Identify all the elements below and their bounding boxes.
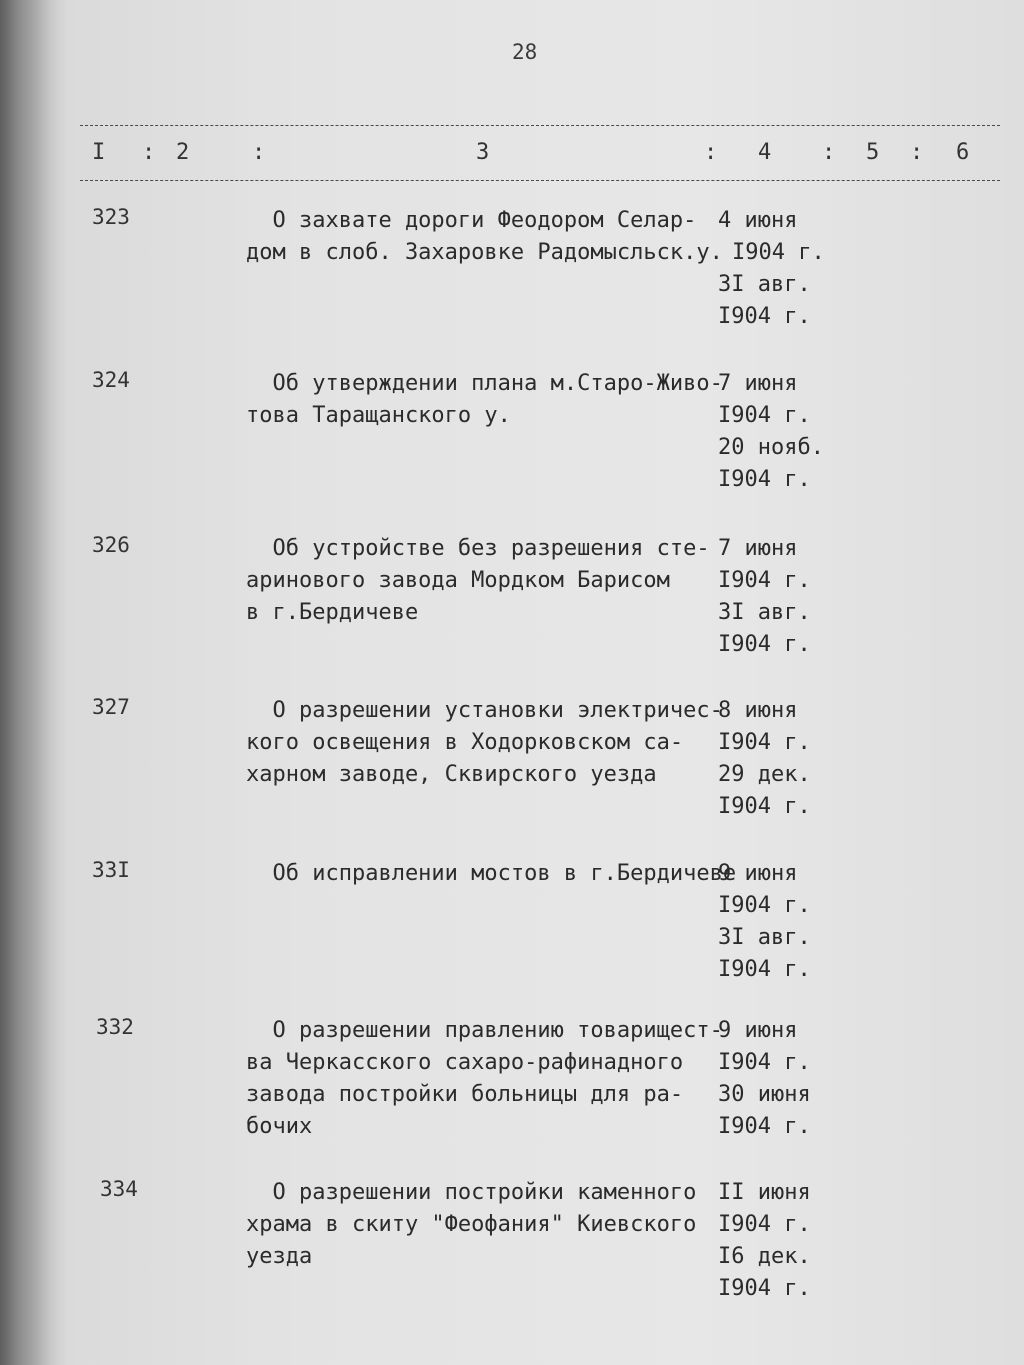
entry-number: 323	[92, 205, 130, 229]
entry-date-line: I904 г.	[732, 240, 825, 265]
entry-date-line: I6 дек.	[718, 1244, 811, 1269]
entry-dates	[718, 205, 838, 333]
register-entry	[0, 1177, 1024, 1317]
register-entry	[0, 533, 1024, 673]
entry-date-line: I904 г.	[718, 1050, 811, 1075]
column-separator: :	[910, 140, 924, 165]
entry-dates	[718, 533, 838, 661]
entry-date-line: 20 нояб.	[718, 435, 824, 460]
register-entry	[0, 695, 1024, 835]
entry-title-line: това Таращанского у.	[246, 403, 511, 428]
page-number: 28	[512, 40, 538, 64]
entry-title-line: завода постройки больницы для ра-	[246, 1082, 684, 1107]
entry-number: 324	[92, 368, 130, 392]
column-header-1: I	[92, 140, 106, 165]
entry-title-line: О разрешении установки электричес-	[246, 698, 723, 723]
entry-title-line: О разрешении постройки каменного	[246, 1180, 697, 1205]
entry-date-line: I904 г.	[718, 957, 811, 982]
register-entry	[0, 858, 1024, 998]
entry-number: 33I	[92, 858, 130, 882]
entry-date-line: 3I авг.	[718, 272, 811, 297]
entry-number: 332	[96, 1015, 134, 1039]
entry-title-line: храма в скиту "Феофания" Киевского	[246, 1212, 697, 1237]
entry-date-line: I904 г.	[718, 1212, 811, 1237]
column-separator: :	[822, 140, 836, 165]
entry-title	[246, 695, 726, 791]
entry-date-line: I904 г.	[718, 632, 811, 657]
entry-date-line: I904 г.	[718, 467, 811, 492]
entry-title	[246, 205, 726, 269]
entry-title-line: Об устройстве без разрешения сте-	[246, 536, 710, 561]
entry-date-line: 7 июня	[718, 536, 798, 561]
entry-title-line: дом в слоб. Захаровке Радомысльск.у.	[246, 240, 723, 265]
entry-number: 327	[92, 695, 130, 719]
entry-date-line: I904 г.	[718, 794, 811, 819]
entry-dates	[718, 858, 838, 986]
entry-number: 326	[92, 533, 130, 557]
entry-date-line: 3I авг.	[718, 925, 811, 950]
entry-date-line: II июня	[718, 1180, 811, 1205]
entry-date-line: 29 дек.	[718, 762, 811, 787]
column-header-3: 3	[476, 140, 490, 165]
entry-title	[246, 1015, 726, 1143]
column-header-4: 4	[758, 140, 772, 165]
entry-date-line: I904 г.	[718, 403, 811, 428]
column-header-5: 5	[866, 140, 880, 165]
entry-title	[246, 368, 726, 432]
entry-title-line: ва Черкасского сахаро-рафинадного	[246, 1050, 684, 1075]
entry-date-line: 3I авг.	[718, 600, 811, 625]
entry-title-line: в г.Бердичеве	[246, 600, 419, 625]
entry-title	[246, 1177, 726, 1273]
entry-title-line: кого освещения в Ходорковском са-	[246, 730, 684, 755]
entry-title	[246, 858, 737, 890]
entry-title-line: Об исправлении мостов в г.Бердичеве	[246, 861, 737, 886]
entry-title-line: харном заводе, Сквирского уезда	[246, 762, 657, 787]
entry-number: 334	[100, 1177, 138, 1201]
entry-title-line: Об утверждении плана м.Старо-Живо-	[246, 371, 723, 396]
entry-dates	[718, 695, 838, 823]
entry-title-line: аринового завода Мордком Барисом	[246, 568, 670, 593]
entry-date-line: 7 июня	[718, 371, 798, 396]
entry-title-line: О захвате дороги Феодором Селар-	[246, 208, 697, 233]
column-separator: :	[704, 140, 718, 165]
entry-date-line: 4 июня	[718, 208, 798, 233]
column-separator: :	[142, 140, 156, 165]
column-separator: :	[252, 140, 266, 165]
entry-date-line: 9 июня	[718, 861, 798, 886]
register-entry	[0, 205, 1024, 345]
entry-dates	[718, 1177, 838, 1305]
column-header-2: 2	[176, 140, 190, 165]
entry-title	[246, 533, 726, 629]
entry-title-line: О разрешении правлению товарищест-	[246, 1018, 723, 1043]
header-top-rule	[80, 125, 1000, 126]
register-entry	[0, 1015, 1024, 1155]
entry-dates	[718, 368, 838, 496]
register-entry	[0, 368, 1024, 508]
entry-date-line: I904 г.	[718, 304, 811, 329]
header-bottom-rule	[80, 180, 1000, 181]
entry-date-line: 9 июня	[718, 1018, 798, 1043]
entry-date-line: I904 г.	[718, 893, 811, 918]
entry-date-line: I904 г.	[718, 1276, 811, 1301]
entry-date-line: I904 г.	[718, 568, 811, 593]
entry-date-line: 8 июня	[718, 698, 798, 723]
column-header-6: 6	[956, 140, 970, 165]
entry-date-line: I904 г.	[718, 730, 811, 755]
entry-dates	[718, 1015, 838, 1143]
entry-date-line: 30 июня	[718, 1082, 811, 1107]
entry-title-line: бочих	[246, 1114, 313, 1139]
entry-date-line: I904 г.	[718, 1114, 811, 1139]
entry-title-line: уезда	[246, 1244, 313, 1269]
